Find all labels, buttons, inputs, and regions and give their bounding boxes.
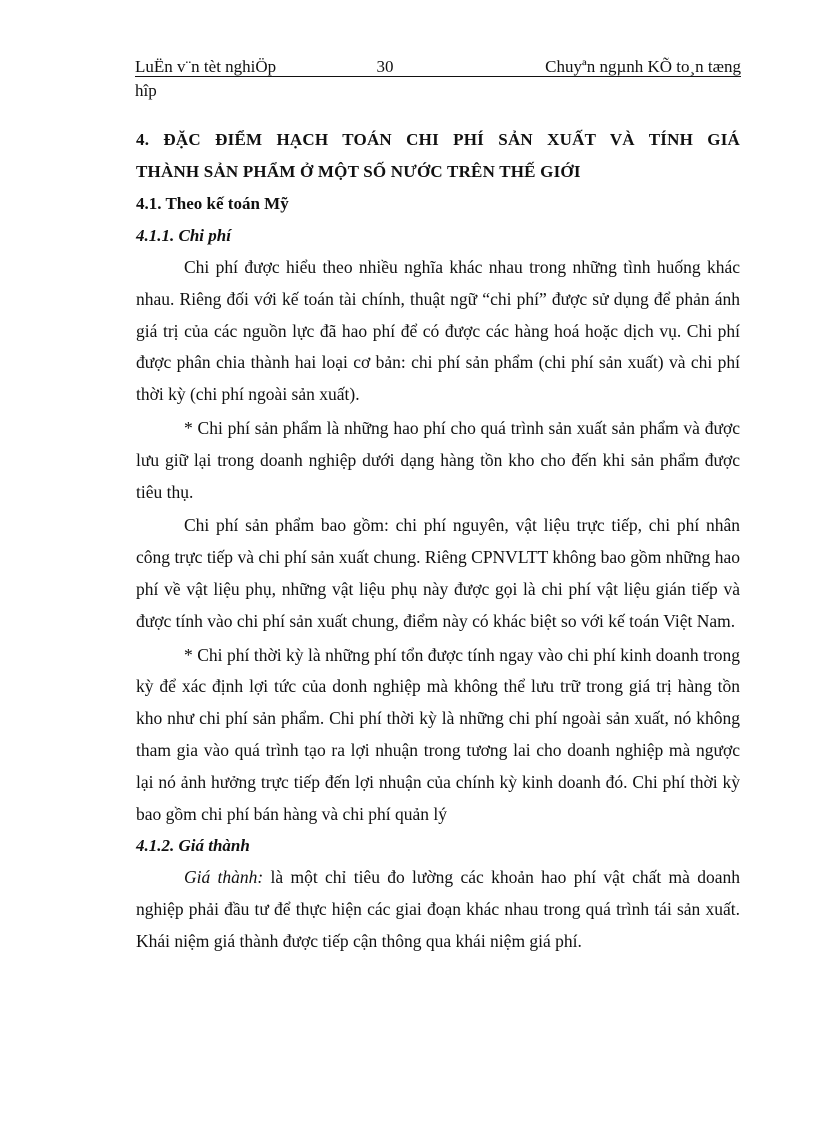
section-heading — [136, 124, 740, 188]
section-heading-line1: 4. ĐẶC ĐIỂM HẠCH TOÁN CHI PHÍ SẢN XUẤT VÀ TÍNH GIÁ — [136, 130, 740, 149]
header-major-label: Chuyªn ngµnh KÕ to¸n tæng — [545, 57, 741, 76]
header-rule — [135, 76, 741, 77]
header-thesis-label: LuËn v¨n tèt nghiÖp — [135, 57, 277, 76]
subsection-heading: 4.1. Theo kế toán Mỹ — [136, 194, 289, 213]
subsection-cost-price-title: 4.1.2. Giá thành — [136, 836, 250, 856]
header-row — [135, 56, 741, 77]
paragraph-product-costs: * Chi phí sản phẩm là những hao phí cho quá trình sản xuất sản phẩm và được lưu giữ lại trong doanh nghiệp dưới dạng hàng tồn kho cho đến khi sản phẩm được tiêu thụ. — [136, 417, 740, 502]
cost-price-definition-text: là một chỉ tiêu đo lường các khoản hao phí vật chất mà doanh nghiệp phải đầu tư để thực hiện các giai đoạn khác nhau trong quá trình tái sản xuất. Khái niệm giá thành được tiếp cận thông qua khái niệm giá phí. — [136, 867, 740, 951]
paragraph-product-costs-components: Chi phí sản phẩm bao gồm: chi phí nguyên, vật liệu trực tiếp, chi phí nhân công trực tiếp và chi phí sản xuất chung. Riêng CPNVLTT không bao gồm những hao phí về vật liệu phụ, những vật liệu phụ này được gọi là chi phí vật liệu gián tiếp và được tính vào chi phí sản xuất chung, điểm này có khác biệt so với kế toán Việt Nam. — [136, 515, 740, 631]
subsection-costs-title: 4.1.1. Chi phí — [136, 226, 231, 245]
section-heading-line2: THÀNH SẢN PHẨM Ở MỘT SỐ NƯỚC TRÊN THẾ GIỚI — [136, 162, 581, 181]
header-major-label-wrap: hîp — [135, 81, 157, 100]
paragraph-costs-definition: Chi phí được hiểu theo nhiều nghĩa khác nhau trong những tình huống khác nhau. Riêng đối với kế toán tài chính, thuật ngữ “chi phí” được sử dụng để phản ánh giá trị của các nguồn lực đã hao phí để có được các hàng hoá hoặc dịch vụ. Chi phí được phân chia thành hai loại cơ bản: chi phí sản phẩm (chi phí sản xuất) và chi phí thời kỳ (chi phí ngoài sản xuất). — [136, 257, 740, 405]
page-header — [135, 56, 741, 101]
header-page-number: 30 — [376, 57, 394, 76]
page-content — [136, 124, 740, 958]
paragraph-cost-price-definition — [136, 862, 740, 957]
cost-price-term: Giá thành: — [184, 867, 264, 888]
paragraph-period-costs: * Chi phí thời kỳ là những phí tổn được tính ngay vào chi phí kinh doanh trong kỳ để xác định lợi tức của donh nghiệp mà không thể lưu trữ trong giá trị hàng tồn kho như chi phí sản phẩm. Chi phí thời kỳ là những chi phí ngoài sản xuất, nó không tham gia vào quá trình tạo ra lợi nhuận trong tương lai cho doanh nghiệp mà ngược lại nó ảnh hưởng trực tiếp đến lợi nhuận của chính kỳ kinh doanh đó. Chi phí thời kỳ bao gồm chi phí bán hàng và chi phí quản lý — [136, 644, 740, 824]
